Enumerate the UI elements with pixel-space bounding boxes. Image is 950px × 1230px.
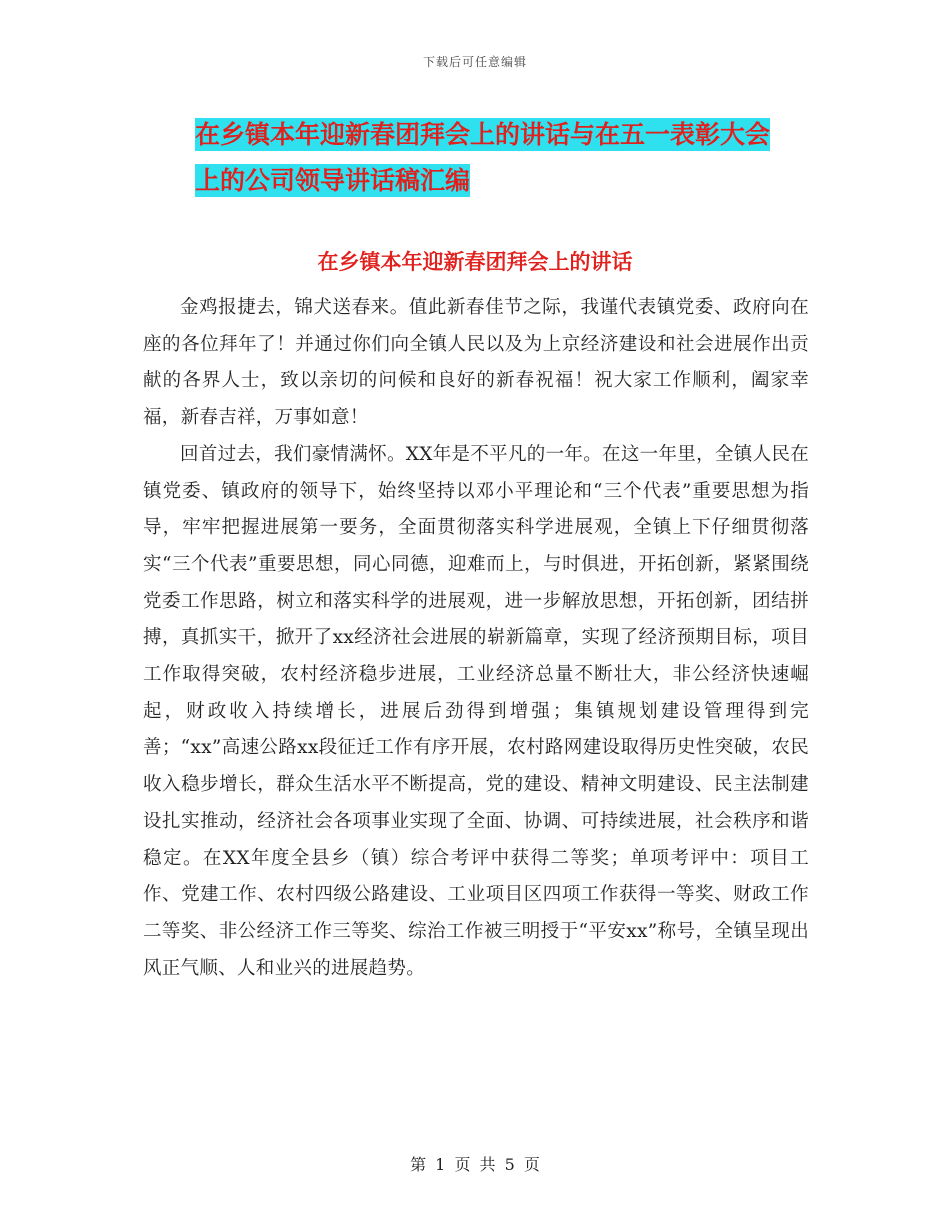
- header-note: 下载后可任意编辑: [422, 55, 527, 69]
- document-body: [143, 290, 809, 987]
- document-title-line-2: 上的公司领导讲话稿汇编: [195, 166, 471, 195]
- page-number-footer: 第 1 页 共 5 页: [410, 1155, 540, 1174]
- paragraph-1: 金鸡报捷去，锦犬送春来。值此新春佳节之际，我谨代表镇党委、政府向在座的各位拜年了！并通过你们向全镇人民以及为上京经济建设和社会进展作出贡献的各界人士，致以亲切的问候和良好的新春祝福！祝大家工作顺利，阖家幸福，新春吉祥，万事如意！: [143, 297, 809, 429]
- document-title-line-1: 在乡镇本年迎新春团拜会上的讲话与在五一表彰大会: [195, 120, 771, 149]
- paragraph-2: 回首过去，我们豪情满怀。XX年是不平凡的一年。在这一年里，全镇人民在镇党委、镇政府的领导下，始终坚持以邓小平理论和“三个代表”重要思想为指导，牢牢把握进展第一要务，全面贯彻落实科学进展观，全镇上下仔细贯彻落实“三个代表”重要思想，同心同德，迎难而上，与时俱进，开拓创新，紧紧围绕党委工作思路，树立和落实科学的进展观，进一步解放思想，开拓创新，团结拼搏，真抓实干，掀开了xx经济社会进展的崭新篇章，实现了经济预期目标，项目工作取得突破，农村经济稳步进展，工业经济总量不断壮大，非公经济快速崛起，财政收入持续增长，进展后劲得到增强；集镇规划建设管理得到完善；“xx”高速公路xx段征迁工作有序开展，农村路网建设取得历史性突破，农民收入稳步增长，群众生活水平不断提高，党的建设、精神文明建设、民主法制建设扎实推动，经济社会各项事业实现了全面、协调、可持续进展，社会秩序和谐稳定。在XX年度全县乡（镇）综合考评中获得二等奖；单项考评中：项目工作、党建工作、农村四级公路建设、工业项目区四项工作获得一等奖、财政工作二等奖、非公经济工作三等奖、综治工作被三明授于“平安xx”称号，全镇呈现出风正气顺、人和业兴的进展趋势。: [143, 443, 809, 979]
- section-title: 在乡镇本年迎新春团拜会上的讲话: [317, 250, 633, 274]
- document-title: [195, 112, 815, 204]
